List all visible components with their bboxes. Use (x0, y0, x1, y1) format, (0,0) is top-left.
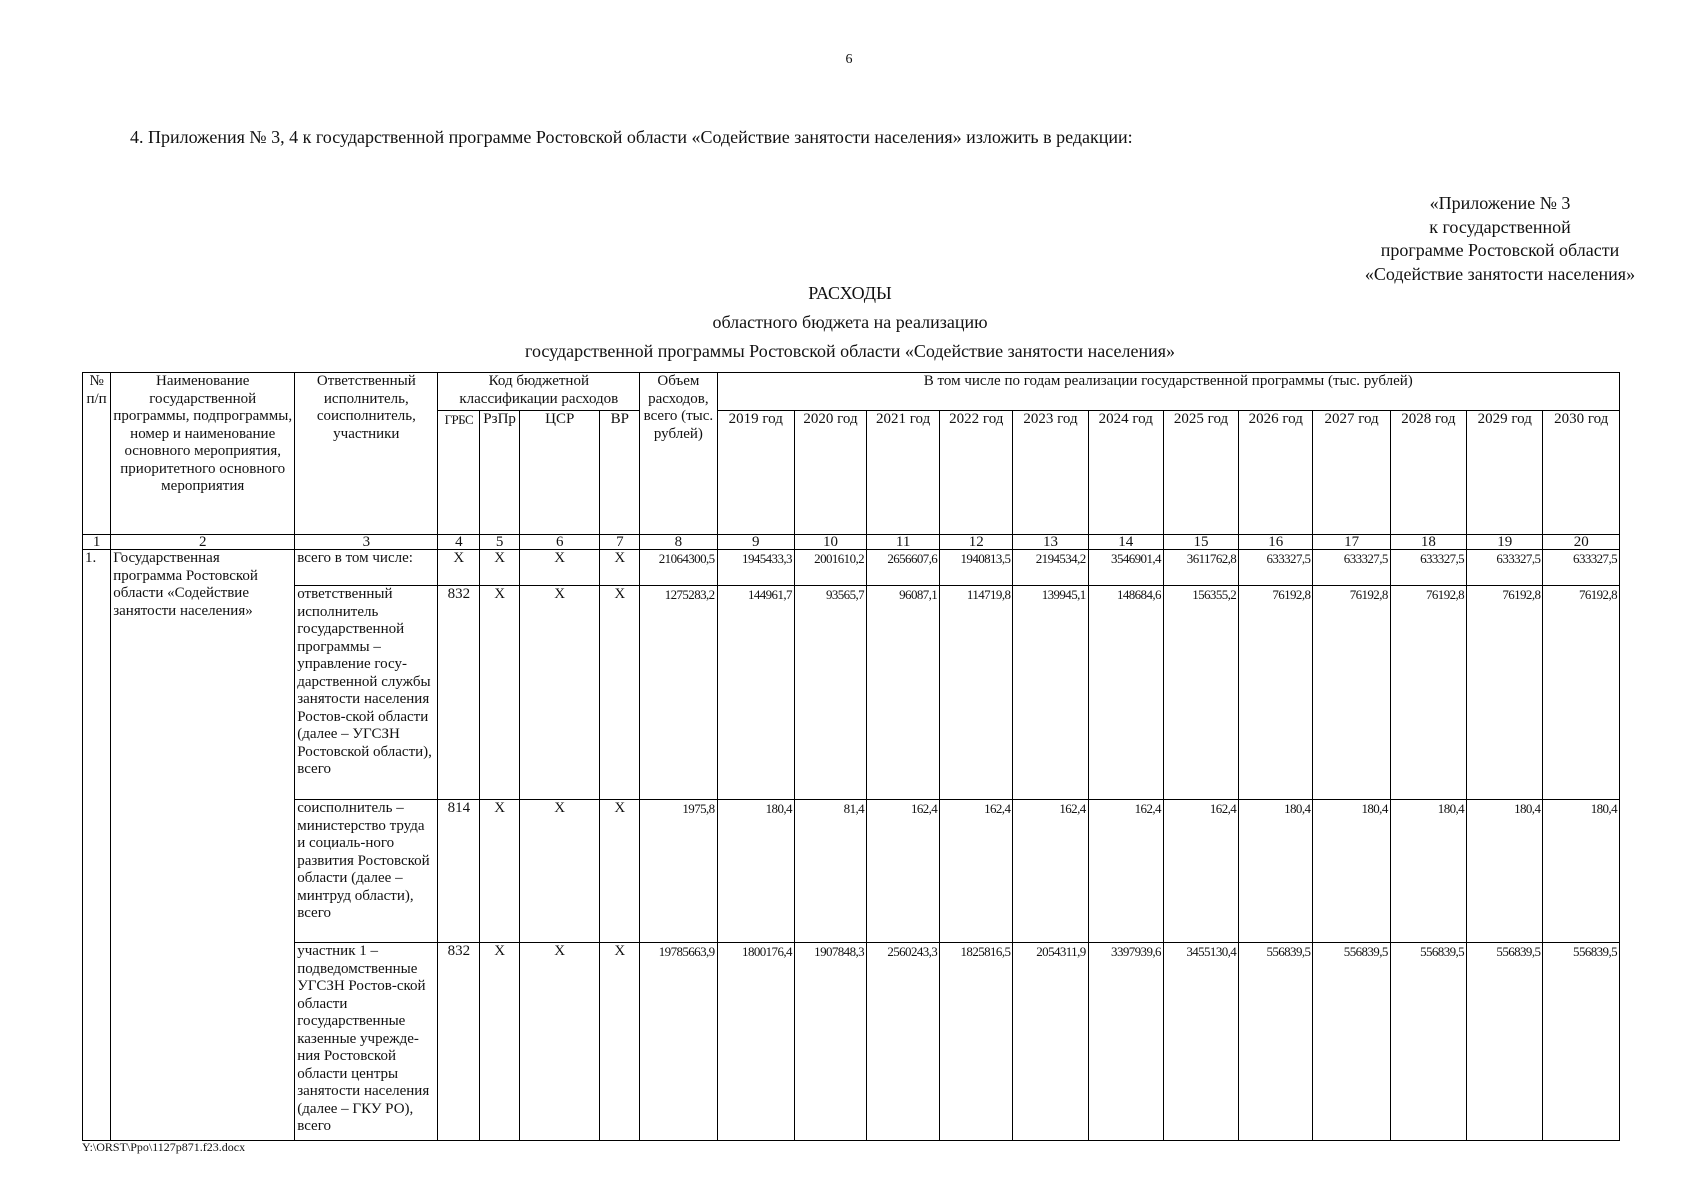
column-number: 9 (717, 535, 794, 550)
column-number: 3 (295, 535, 438, 550)
column-number: 8 (640, 535, 717, 550)
rzpr-cell: Х (480, 550, 520, 586)
year-value: 2001610,2 (794, 550, 866, 586)
heading-line: областного бюджета на реализацию (712, 312, 988, 332)
column-number: 5 (480, 535, 520, 550)
year-value: 556839,5 (1543, 943, 1620, 1141)
year-value: 162,4 (940, 800, 1013, 943)
table-row (83, 586, 1620, 800)
year-value: 180,4 (1239, 800, 1313, 943)
column-number: 10 (794, 535, 866, 550)
year-value: 3455130,4 (1163, 943, 1238, 1141)
column-number: 19 (1467, 535, 1543, 550)
appendix-line: «Содействие занятости населения» (1364, 263, 1636, 284)
column-number: 16 (1239, 535, 1313, 550)
program-number: 1. (83, 550, 111, 1141)
table-row (83, 800, 1620, 943)
year-value: 162,4 (1088, 800, 1163, 943)
year-value: 76192,8 (1239, 586, 1313, 800)
header-year: 2028 год (1390, 411, 1466, 535)
year-value: 2054311,9 (1013, 943, 1088, 1141)
header-rzpr: РзПр (480, 411, 520, 535)
year-value: 2656607,6 (867, 550, 940, 586)
year-value: 633327,5 (1390, 550, 1466, 586)
header-year: 2030 год (1543, 411, 1620, 535)
year-value: 76192,8 (1543, 586, 1620, 800)
table-row (83, 550, 1620, 586)
year-value: 144961,7 (717, 586, 794, 800)
header-csr: ЦСР (519, 411, 600, 535)
year-value: 556839,5 (1239, 943, 1313, 1141)
year-value: 556839,5 (1313, 943, 1390, 1141)
column-number: 15 (1163, 535, 1238, 550)
header-year: 2022 год (940, 411, 1013, 535)
year-value: 633327,5 (1239, 550, 1313, 586)
year-value: 1825816,5 (940, 943, 1013, 1141)
column-number: 1 (83, 535, 111, 550)
responsible-cell: всего в том числе: (295, 550, 438, 586)
year-value: 180,4 (1313, 800, 1390, 943)
csr-cell: Х (519, 800, 600, 943)
total-cell: 21064300,5 (640, 550, 717, 586)
intro-paragraph: 4. Приложения № 3, 4 к государственной программе Ростовской области «Содействие занятости населения» изложить в редакции: (130, 127, 1133, 147)
csr-cell: Х (519, 550, 600, 586)
rzpr-cell: Х (480, 586, 520, 800)
header-year: 2029 год (1467, 411, 1543, 535)
table-row (83, 943, 1620, 1141)
year-value: 180,4 (1467, 800, 1543, 943)
header-grbs: ГРБС (438, 411, 480, 535)
header-vr: ВР (600, 411, 640, 535)
year-value: 139945,1 (1013, 586, 1088, 800)
header-year: 2021 год (867, 411, 940, 535)
year-value: 1940813,5 (940, 550, 1013, 586)
year-value: 3611762,8 (1163, 550, 1238, 586)
column-number: 17 (1313, 535, 1390, 550)
page-number: 6 (845, 52, 853, 67)
column-number: 12 (940, 535, 1013, 550)
year-value: 2560243,3 (867, 943, 940, 1141)
year-value: 3397939,6 (1088, 943, 1163, 1141)
year-value: 162,4 (1013, 800, 1088, 943)
year-value: 1907848,3 (794, 943, 866, 1141)
year-value: 633327,5 (1543, 550, 1620, 586)
responsible-cell: участник 1 – подведомственные УГСЗН Ростов-ской области государственные казенные учрежде-ния Ростовской области центры занятости населения (далее – ГКУ РО), всего (295, 943, 438, 1141)
year-value: 180,4 (1543, 800, 1620, 943)
year-value: 96087,1 (867, 586, 940, 800)
heading-title: РАСХОДЫ (808, 283, 892, 303)
rzpr-cell: Х (480, 800, 520, 943)
header-year: 2026 год (1239, 411, 1313, 535)
year-value: 81,4 (794, 800, 866, 943)
year-value: 633327,5 (1313, 550, 1390, 586)
vr-cell: Х (600, 943, 640, 1141)
vr-cell: Х (600, 800, 640, 943)
year-value: 148684,6 (1088, 586, 1163, 800)
year-value: 556839,5 (1467, 943, 1543, 1141)
header-year: 2025 год (1163, 411, 1238, 535)
year-value: 2194534,2 (1013, 550, 1088, 586)
year-value: 3546901,4 (1088, 550, 1163, 586)
column-number: 14 (1088, 535, 1163, 550)
header-year: 2019 год (717, 411, 794, 535)
column-number: 20 (1543, 535, 1620, 550)
program-name: Государственная программа Ростовской области «Содействие занятости населения» (111, 550, 295, 1141)
header-num: № п/п (83, 373, 111, 535)
header-year: 2024 год (1088, 411, 1163, 535)
appendix-note (1300, 192, 1698, 286)
grbs-cell: 814 (438, 800, 480, 943)
header-budget-code: Код бюджетной классификации расходов (438, 373, 640, 411)
header-total: Объем расходов, всего (тыс. рублей) (640, 373, 717, 535)
year-value: 76192,8 (1390, 586, 1466, 800)
appendix-line: «Приложение № 3 (1429, 193, 1571, 213)
header-year: 2020 год (794, 411, 866, 535)
vr-cell: Х (600, 550, 640, 586)
year-value: 1800176,4 (717, 943, 794, 1141)
csr-cell: Х (519, 943, 600, 1141)
year-value: 633327,5 (1467, 550, 1543, 586)
appendix-line: программе Ростовской области (1380, 240, 1620, 260)
header-years-group: В том числе по годам реализации государственной программы (тыс. рублей) (717, 373, 1619, 411)
budget-table (82, 372, 1620, 1141)
grbs-cell: 832 (438, 586, 480, 800)
year-value: 162,4 (867, 800, 940, 943)
column-number: 7 (600, 535, 640, 550)
column-number: 13 (1013, 535, 1088, 550)
file-path-footer: Y:\ORST\Ppo\1127p871.f23.docx (82, 1140, 246, 1154)
column-number: 11 (867, 535, 940, 550)
heading-line: государственной программы Ростовской области «Содействие занятости населения» (525, 341, 1175, 361)
responsible-cell: ответственный исполнитель государственной программы – управление госу-дарственной службы занятости населения Ростов-ской области (далее – УГСЗН Ростовской области), всего (295, 586, 438, 800)
year-value: 180,4 (1390, 800, 1466, 943)
total-cell: 19785663,9 (640, 943, 717, 1141)
grbs-cell: Х (438, 550, 480, 586)
rzpr-cell: Х (480, 943, 520, 1141)
column-number: 6 (519, 535, 600, 550)
year-value: 93565,7 (794, 586, 866, 800)
year-value: 180,4 (717, 800, 794, 943)
vr-cell: Х (600, 586, 640, 800)
year-value: 156355,2 (1163, 586, 1238, 800)
total-cell: 1275283,2 (640, 586, 717, 800)
header-responsible: Ответственный исполнитель, соисполнитель, участники (295, 373, 438, 535)
header-year: 2023 год (1013, 411, 1088, 535)
grbs-cell: 832 (438, 943, 480, 1141)
year-value: 76192,8 (1467, 586, 1543, 800)
column-number: 4 (438, 535, 480, 550)
header-name: Наименование государственной программы, подпрограммы, номер и наименование основного мероприятия, приоритетного основного мероприятия (111, 373, 295, 535)
appendix-line: к государственной (1429, 216, 1571, 237)
year-value: 76192,8 (1313, 586, 1390, 800)
total-cell: 1975,8 (640, 800, 717, 943)
responsible-cell: соисполнитель – министерство труда и социаль-ного развития Ростовской области (далее – минтруд области), всего (295, 800, 438, 943)
year-value: 1945433,3 (717, 550, 794, 586)
header-year: 2027 год (1313, 411, 1390, 535)
year-value: 114719,8 (940, 586, 1013, 800)
csr-cell: Х (519, 586, 600, 800)
year-value: 556839,5 (1390, 943, 1466, 1141)
column-number: 2 (111, 535, 295, 550)
year-value: 162,4 (1163, 800, 1238, 943)
column-number: 18 (1390, 535, 1466, 550)
